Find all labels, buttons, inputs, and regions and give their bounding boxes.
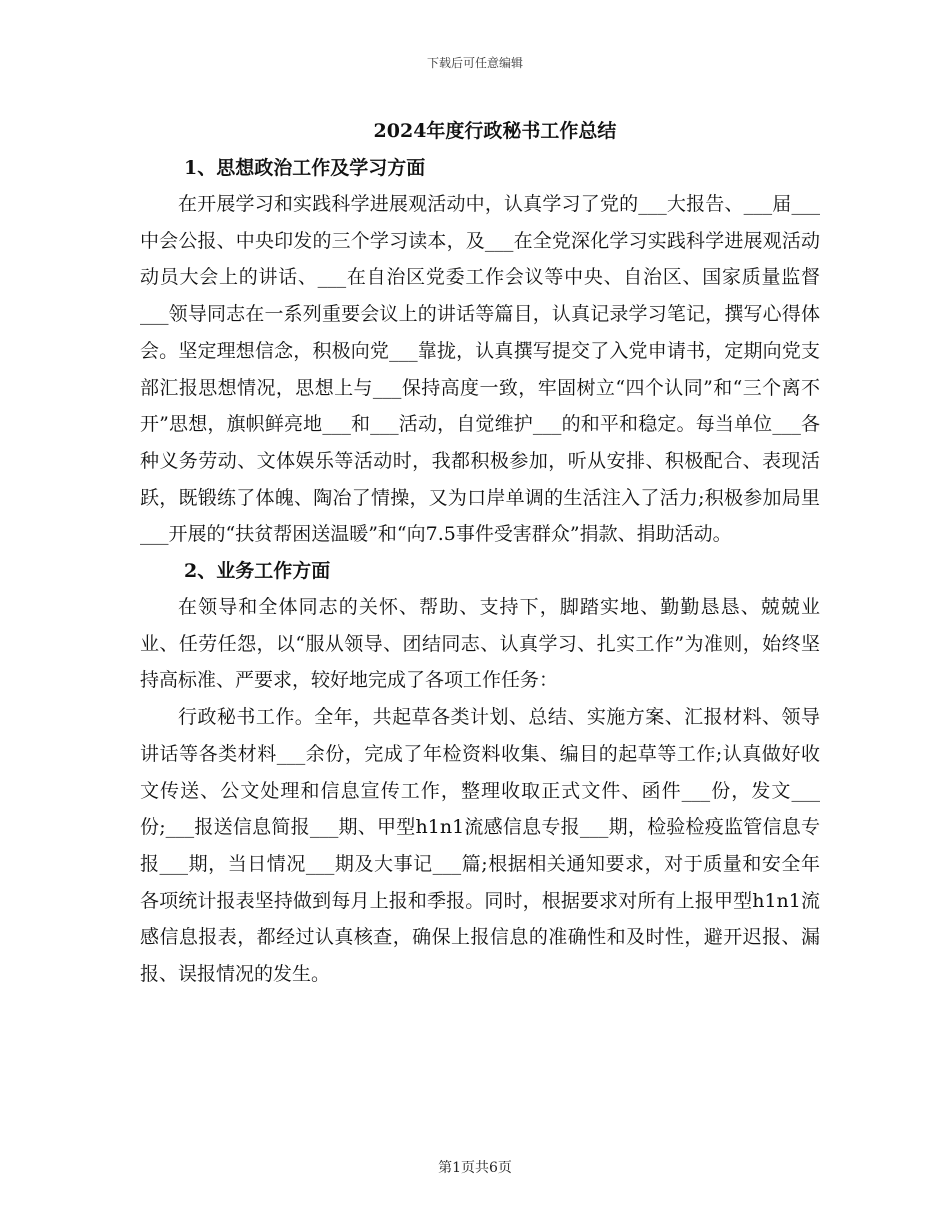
section-2-paragraph-2: 行政秘书工作。全年，共起草各类计划、总结、实施方案、汇报材料、领导讲话等各类材料___余份，完成了年检资料收集、编目的起草等工作;认真做好收文传送、公文处理和信息宣传工作，整理收取正式文件、函件___份，发文___份;___报送信息简报___期、甲型h1n1流感信息专报___期，检验检疫监管信息专报___期，当日情况___期及大事记___篇;根据相关通知要求，对于质量和安全年各项统计报表坚持做到每月上报和季报。同时，根据要求对所有上报甲型h1n1流感信息报表，都经过认真核查，确保上报信息的准确性和及时性，避开迟报、漏报、误报情况的发生。: [140, 706, 820, 986]
section-heading-2: 2、业务工作方面: [184, 560, 331, 583]
document-body: [140, 150, 820, 993]
page-footer: 第1页共6页: [438, 1160, 512, 1176]
header-note: 下载后可任意编辑: [426, 56, 523, 70]
section-1-paragraph-1: 在开展学习和实践科学进展观活动中，认真学习了党的___大报告、___届___中会公报、中央印发的三个学习读本，及___在全党深化学习实践科学进展观活动动员大会上的讲话、___在自治区党委工作会议等中央、自治区、国家质量监督___领导同志在一系列重要会议上的讲话等篇目，认真记录学习笔记，撰写心得体会。坚定理想信念，积极向党___靠拢，认真撰写提交了入党申请书，定期向党支部汇报思想情况，思想上与___保持高度一致，牢固树立“四个认同”和“三个离不开”思想，旗帜鲜亮地___和___活动，自觉维护___的和平和稳定。每当单位___各种义务劳动、文体娱乐等活动时，我都积极参加，听从安排、积极配合、表现活跃，既锻练了体魄、陶冶了情操，又为口岸单调的生活注入了活力;积极参加局里___开展的“扶贫帮困送温暖”和“向7.5事件受害群众”捐款、捐助活动。: [140, 193, 820, 546]
section-2-paragraph-1: 在领导和全体同志的关怀、帮助、支持下，脚踏实地、勤勤恳恳、兢兢业业、任劳任怨，以“服从领导、团结同志、认真学习、扎实工作”为准则，始终坚持高标准、严要求，较好地完成了各项工作任务：: [140, 596, 820, 692]
section-heading-1: 1、思想政治工作及学习方面: [184, 157, 426, 179]
document-title: 2024年度行政秘书工作总结: [373, 120, 617, 142]
